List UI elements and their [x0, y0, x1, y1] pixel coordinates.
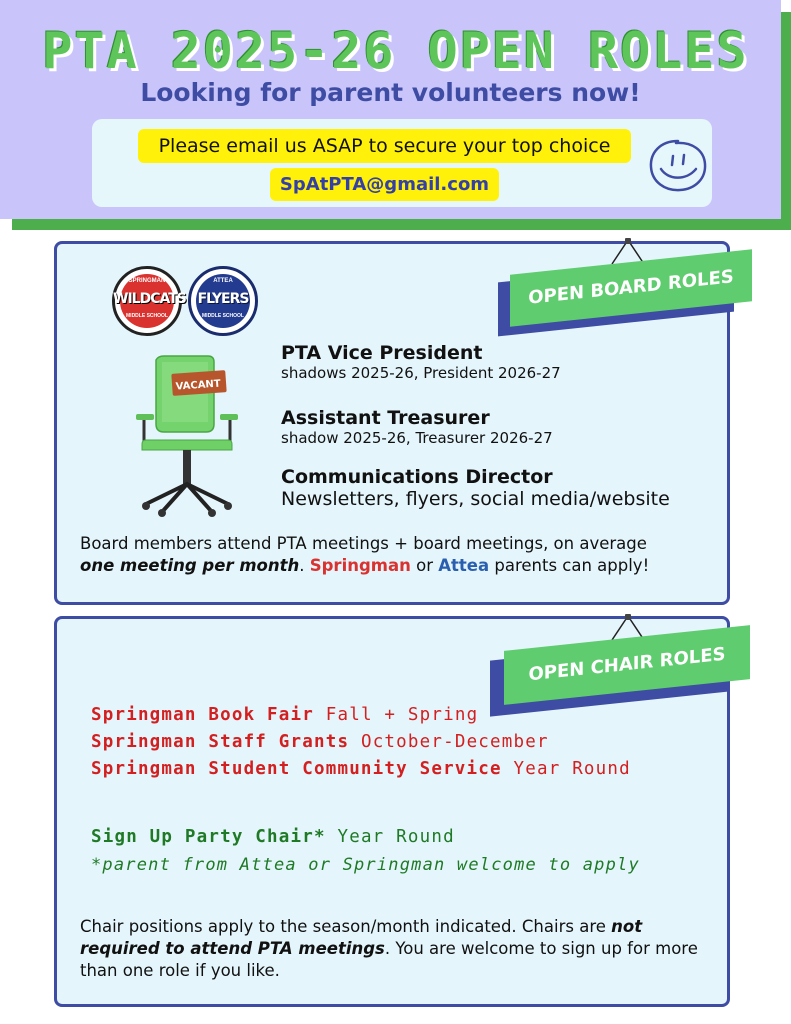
- role-title: Assistant Treasurer: [281, 407, 490, 429]
- page-title: PTA 2025-26 OPEN ROLES: [42, 22, 749, 80]
- signup-note: *parent from Attea or Springman welcome to apply: [91, 855, 640, 875]
- chair-note: [80, 916, 720, 982]
- role-desc: shadow 2025-26, Treasurer 2026-27: [281, 429, 553, 447]
- role-desc: shadows 2025-26, President 2026-27: [281, 364, 561, 382]
- chair-role-name: Springman Book Fair: [91, 705, 314, 725]
- vacant-sign-label: VACANT: [175, 378, 222, 393]
- board-note-text: .: [299, 556, 310, 575]
- flyers-logo-name: FLYERS: [197, 291, 249, 307]
- vacant-chair-icon: [132, 352, 242, 518]
- email-address[interactable]: SpAtPTA@gmail.com: [270, 168, 499, 201]
- chair-note-text: . You are welcome to sign up for more than one role if you like.: [80, 939, 698, 980]
- chair-role-timing: October-December: [360, 732, 549, 752]
- board-note-text: or: [410, 556, 439, 575]
- chair-note-emphasis: required to attend PTA meetings: [80, 939, 385, 958]
- chair-note-emphasis: not: [611, 917, 643, 936]
- springman-school-name: Springman: [309, 556, 411, 575]
- email-prompt: Please email us ASAP to secure your top choice: [138, 129, 631, 163]
- flyers-logo: [188, 266, 258, 336]
- chair-role-name: Springman Staff Grants: [91, 732, 350, 752]
- page-subtitle: Looking for parent volunteers now!: [140, 78, 641, 107]
- chair-role-timing: Year Round: [513, 759, 631, 779]
- flyers-logo-top: ATTEA: [213, 278, 233, 284]
- role-vice-president: [281, 342, 561, 382]
- board-note-emphasis: one meeting per month: [80, 556, 300, 575]
- board-note: [80, 533, 720, 577]
- board-note-text: Board members attend PTA meetings + board meetings, on average: [80, 534, 647, 553]
- chair-role-timing: Fall + Spring: [325, 705, 479, 725]
- flyers-logo-bottom: MIDDLE SCHOOL: [202, 313, 244, 319]
- wildcats-logo-top: SPRINGMAN: [128, 278, 166, 284]
- wildcats-logo-name: WILDCATS: [113, 291, 186, 307]
- role-title: Communications Director: [281, 466, 553, 488]
- board-note-text: parents can apply!: [489, 556, 650, 575]
- smiley-icon: [646, 138, 710, 194]
- chair-role-signup-party: [91, 827, 455, 847]
- chair-role-name: Sign Up Party Chair*: [91, 827, 326, 847]
- chair-note-text: Chair positions apply to the season/month indicated. Chairs are: [80, 917, 606, 936]
- wildcats-logo-bottom: MIDDLE SCHOOL: [126, 313, 168, 319]
- role-assistant-treasurer: [281, 407, 553, 447]
- wildcats-logo: [112, 266, 186, 336]
- chair-ribbon: [490, 624, 754, 716]
- chair-role-name: Springman Student Community Service: [91, 759, 502, 779]
- chair-role-book-fair: [91, 705, 478, 725]
- attea-school-name: Attea: [438, 556, 490, 575]
- role-title: PTA Vice President: [281, 342, 483, 364]
- role-desc: Newsletters, flyers, social media/website: [281, 488, 670, 510]
- chair-ribbon-label: OPEN CHAIR ROLES: [504, 625, 750, 705]
- board-ribbon-label: OPEN BOARD ROLES: [510, 249, 752, 326]
- board-ribbon: [498, 248, 756, 334]
- chair-role-timing: Year Round: [337, 827, 455, 847]
- chair-role-staff-grants: [91, 732, 549, 752]
- chair-role-community-service: [91, 759, 631, 779]
- role-communications-director: [281, 466, 670, 510]
